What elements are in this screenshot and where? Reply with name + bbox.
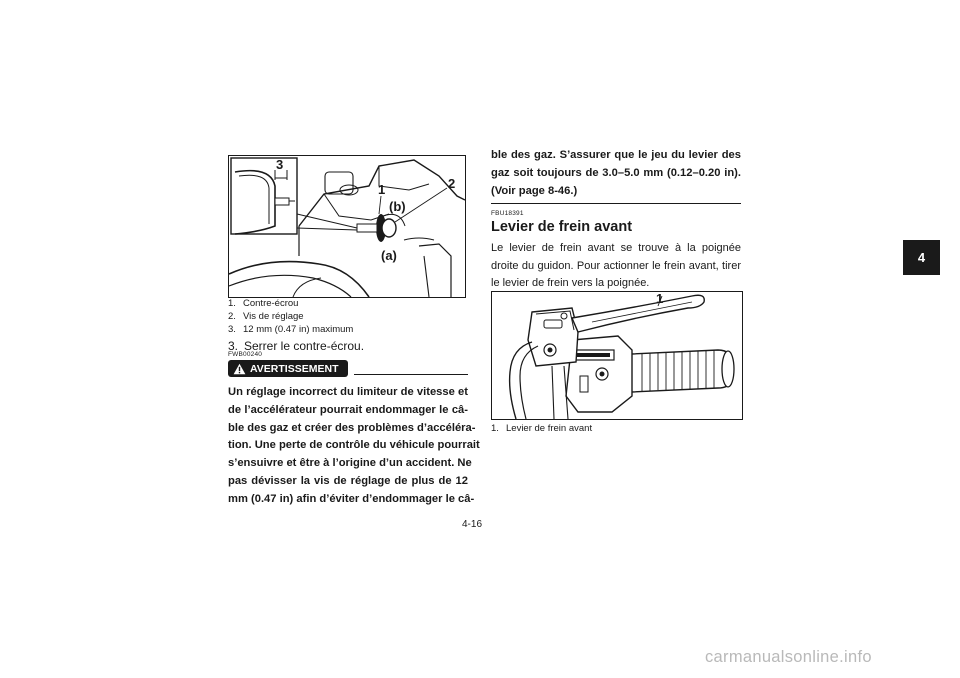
section-code: FBU18391 [491,210,524,217]
warning-end-rule [491,203,741,204]
fig1-callout-b: (b) [389,199,406,214]
page-number: 4-16 [462,519,483,530]
warning-line: (Voir page 8-46.) [491,184,578,197]
warning-line: Un réglage incorrect du limiteur de vitesse et [228,386,468,398]
fig2-callout-1: 1 [656,292,664,306]
legend-item [228,297,353,310]
legend-num: 2. [228,311,236,322]
warning-line: gaz soit toujours de 3.0–5.0 mm (0.12–0.20 in). [491,166,741,179]
warning-line: s’ensuivre et être à l’origine d’un accident. Ne [228,457,472,470]
chapter-tab: 4 [903,240,940,275]
legend-num: 1. [491,423,499,434]
warning-line: ble des gaz. S’assurer que le jeu du levier des [491,149,741,161]
figure-brake-drawing [492,292,742,419]
warning-line: mm (0.47 in) afin d’éviter d’endommager le câ- [228,492,475,505]
fig1-callout-2: 2 [448,176,456,191]
section-line: droite du guidon. Pour actionner le frein avant, tirer [491,259,741,272]
legend-item [228,323,353,336]
warning-code: FWB00240 [228,351,263,358]
figure-throttle-drawing [229,156,465,297]
legend-num: 1. [228,298,236,309]
section-line: le levier de frein vers la poignée. [491,277,650,290]
warning-line: pas dévisser la vis de réglage de plus de 12 [228,474,468,487]
warning-triangle-icon [233,363,246,375]
warning-body [228,384,480,509]
fig1-callout-a: (a) [381,248,397,263]
legend-item [228,310,353,323]
warning-line: de l’accélérateur pourrait endommager le câ- [228,403,468,416]
fig1-callout-3: 3 [276,157,284,172]
figure-front-brake-lever [491,291,743,420]
warning-line: tion. Une perte de contrôle du véhicule pourrait [228,439,480,452]
warning-continued [491,147,741,200]
legend-item [491,422,592,435]
figure1-legend [228,297,353,336]
warning-header [228,360,468,380]
legend-text: 12 mm (0.47 in) maximum [243,324,354,335]
warning-badge [228,360,348,377]
warning-label: AVERTISSEMENT [250,362,339,375]
watermark: carmanualsonline.info [705,648,872,666]
figure2-legend [491,422,592,435]
legend-num: 3. [228,324,236,335]
step-text: Serrer le contre-écrou. [244,339,365,353]
legend-text: Contre-écrou [243,298,299,309]
figure-throttle-adjustment [228,155,466,298]
section-title: Levier de frein avant [491,219,633,235]
section-line: Le levier de frein avant se trouve à la poignée [491,242,741,254]
legend-text: Vis de réglage [243,311,304,322]
warning-line: ble des gaz et créer des problèmes d’accéléra- [228,421,476,434]
fig1-callout-1: 1 [378,182,386,197]
warning-rule [354,374,468,375]
step-number: 3. [228,339,239,353]
legend-text: Levier de frein avant [506,423,593,434]
section-body [491,240,741,293]
